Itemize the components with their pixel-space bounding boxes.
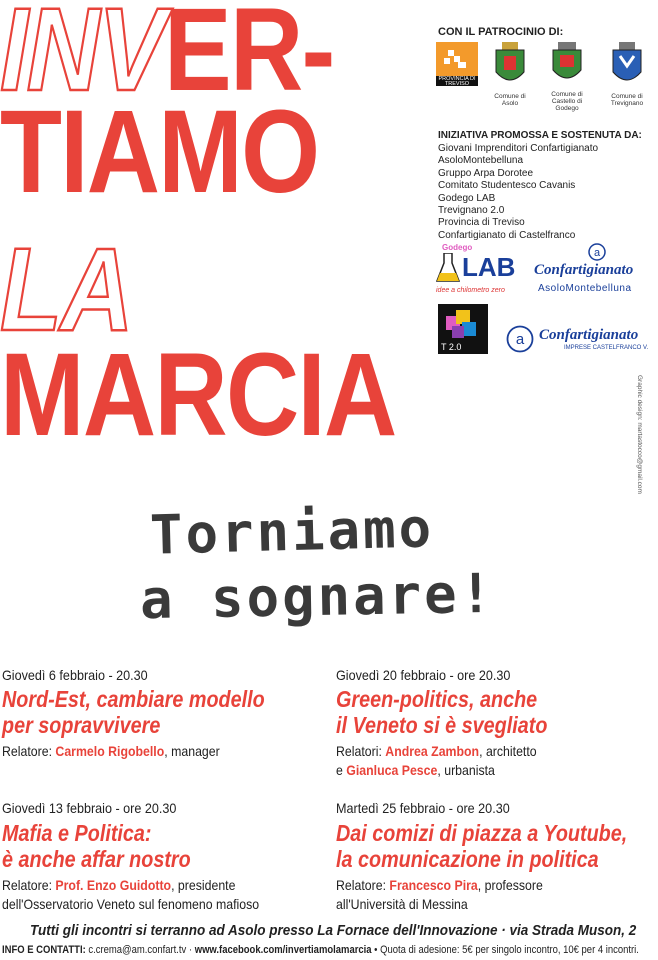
confart-at-icon-2 [506, 325, 534, 353]
slogan-line-1: Torniamo [149, 496, 435, 567]
confart-at-icon [588, 243, 606, 261]
speaker-name: Gianluca Pesce [346, 762, 438, 778]
speaker-name: Francesco Pira [389, 877, 478, 893]
patronage-heading: CON IL PATROCINIO DI: [438, 26, 564, 38]
event-4-speaker [336, 876, 543, 895]
castello-godego-logo [544, 42, 590, 112]
separator: • [371, 944, 381, 956]
speaker-name: Carmelo Rigobello [55, 743, 165, 759]
asolo-logo [488, 42, 532, 107]
speaker-name: Prof. Enzo Guidotto [55, 877, 172, 893]
event-2-title-l1: Green-politics, anche [336, 686, 538, 712]
godego-top-text: Godego [442, 243, 473, 252]
initiative-item: Godego LAB [438, 192, 496, 204]
title-outline-part: INV [0, 0, 165, 116]
separator: · [186, 944, 195, 956]
godego-tagline: idee a chilometro zero [436, 287, 505, 294]
godego-lab-text: LAB [462, 252, 516, 282]
provincia-treviso-logo [436, 42, 478, 91]
title-solid-part: ER- [164, 0, 334, 116]
initiative-item: Gruppo Arpa Dorotee [438, 167, 534, 179]
trevignano-caption: Comune di Trevignano [610, 93, 644, 107]
title-line-2: TIAMO [0, 86, 319, 218]
event-2-date: Giovedì 20 febbraio - ore 20.30 [336, 667, 511, 683]
confartigianato-asolo-logo [534, 243, 656, 299]
initiative-heading: INIZIATIVA PROMOSSA E SOSTENUTA DA: [438, 130, 642, 141]
title-line-3: LA [0, 224, 132, 356]
title-line-1 [0, 0, 334, 116]
confart1-sub: AsoloMontebelluna [538, 283, 632, 294]
svg-text:a: a [515, 331, 525, 348]
initiative-item: Comitato Studentesco Cavanis [438, 180, 576, 192]
trevignano-crest-icon [610, 42, 644, 88]
fee-text: Quota di adesione: 5€ per singolo incontro, 10€ per 4 incontri. [380, 944, 639, 956]
slogan-line-2: a sognare! [139, 561, 496, 632]
design-credit: Graphic design: martastocco@gmail.com [636, 375, 643, 494]
event-2-speaker-2 [336, 761, 495, 780]
speaker-name: Andrea Zambon [385, 743, 480, 759]
event-4-speaker-l2: all'Università di Messina [336, 896, 468, 912]
role-label: Relatore: [2, 743, 56, 759]
provincia-caption: PROVINCIA DI TREVISO [438, 76, 476, 87]
event-1-title-l2: per sopravvivere [2, 712, 161, 738]
castello-godego-crest-icon [550, 42, 584, 86]
initiative-item: Provincia di Treviso [438, 217, 525, 229]
event-3-date: Giovedì 13 febbraio - ore 20.30 [2, 800, 177, 816]
confart1-name: Confartigianato [534, 262, 634, 278]
event-1-date: Giovedì 6 febbraio - 20.30 [2, 667, 148, 683]
info-label: INFO E CONTATTI: [2, 944, 86, 956]
event-1-title-l1: Nord-Est, cambiare modello [2, 686, 265, 712]
castello-caption: Comune di Castello di Godego [551, 91, 583, 112]
asolo-caption: Comune di Asolo [494, 93, 526, 107]
joiner: e [336, 762, 347, 778]
godego-lab-logo [436, 243, 516, 299]
initiative-item: Giovani Imprenditori Confartigianato AsoloMontebelluna [438, 143, 599, 167]
speaker-role: , architetto [479, 743, 537, 759]
contact-email[interactable]: c.crema@am.confart.tv [88, 944, 187, 956]
role-label: Relatore: [2, 877, 56, 893]
speaker-role: , professore [477, 877, 543, 893]
event-3-title-l2: è anche affar nostro [2, 846, 191, 872]
confart2-name: Confartigianato [539, 327, 639, 343]
speaker-role: , urbanista [437, 762, 495, 778]
role-label: Relatori: [336, 743, 386, 759]
t20-squares-icon [446, 310, 480, 340]
event-2-title-l2: il Veneto si è svegliato [336, 712, 548, 738]
venue-line: Tutti gli incontri si terranno ad Asolo presso La Fornace dell'Innovazione · via Strada Muson, 2 [30, 922, 637, 939]
event-3-speaker [2, 876, 235, 895]
event-4-title-l1: Dai comizi di piazza a Youtube, [336, 820, 628, 846]
trevignano-logo [598, 42, 656, 107]
info-line [2, 944, 639, 956]
event-4-title-l2: la comunicazione in politica [336, 846, 599, 872]
trevignano20-logo [438, 304, 488, 354]
title-line-4: MARCIA [0, 329, 396, 461]
role-label: Relatore: [336, 877, 390, 893]
asolo-crest-icon [493, 42, 527, 88]
event-3-title-l1: Mafia e Politica: [2, 820, 152, 846]
event-2-speaker [336, 742, 537, 761]
initiative-item: Confartigianato di Castelfranco [438, 229, 576, 241]
confartigianato-castelfranco-logo [506, 323, 658, 357]
svg-text:a: a [593, 247, 601, 259]
initiative-item: Trevignano 2.0 [438, 205, 505, 217]
confart2-sub: IMPRESE CASTELFRANCO V. [564, 345, 649, 351]
event-1-speaker [2, 742, 220, 761]
t20-label: T 2.0 [441, 342, 462, 352]
flask-icon [436, 253, 460, 283]
speaker-role: , manager [164, 743, 220, 759]
facebook-link[interactable]: www.facebook.com/invertiamolamarcia [194, 944, 372, 956]
event-4-date: Martedì 25 febbraio - ore 20.30 [336, 800, 510, 816]
speaker-role: , presidente [171, 877, 236, 893]
event-3-speaker-l2: dell'Osservatorio Veneto sul fenomeno mafioso [2, 896, 260, 912]
initiative-list [438, 143, 658, 242]
